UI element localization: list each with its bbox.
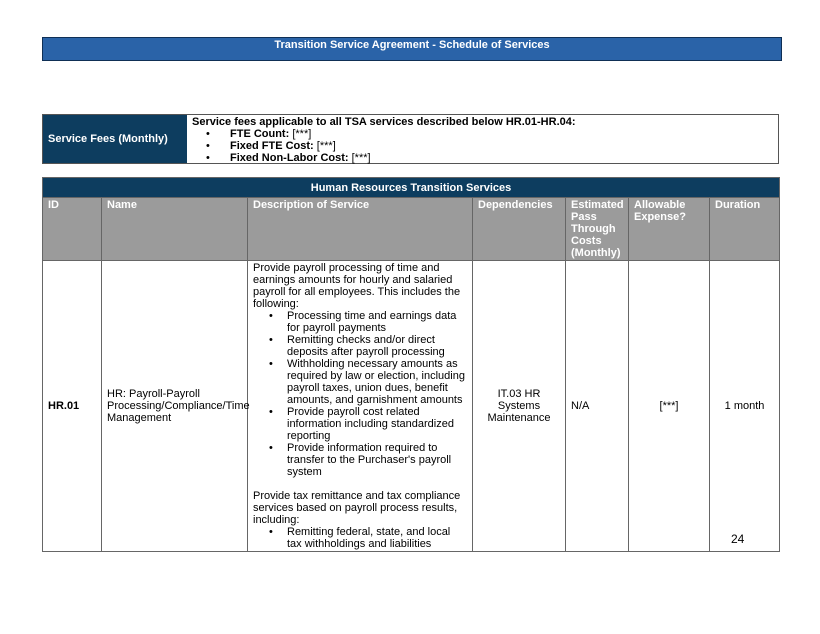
service-fees-body: [187, 115, 778, 163]
row-dependencies: IT.03 HR Systems Maintenance: [473, 261, 566, 552]
row-name: HR: Payroll-Payroll Processing/Compliance/Time Management: [102, 261, 248, 552]
description-bullets-2: [253, 526, 467, 550]
column-header-name: Name: [102, 198, 248, 261]
hr-table-title: Human Resources Transition Services: [43, 178, 780, 198]
row-allowable: [***]: [629, 261, 710, 552]
column-header-pass-through: Estimated Pass Through Costs (Monthly): [566, 198, 629, 261]
row-pass-through: N/A: [566, 261, 629, 552]
hr-services-table: [42, 177, 780, 552]
service-fees-table: [42, 114, 779, 164]
description-bullet: • Withholding necessary amounts as required by law or election, including payroll taxes, union dues, benefit amounts, and garnishment amounts: [253, 358, 467, 406]
document-title-bar: [42, 37, 782, 61]
document-title: Transition Service Agreement - Schedule of Services: [274, 39, 550, 51]
hr-table-header-row: [43, 198, 780, 261]
service-fee-value: [***]: [351, 152, 371, 164]
service-fees-list: [192, 128, 773, 164]
service-fees-intro: Service fees applicable to all TSA services described below HR.01-HR.04:: [192, 116, 576, 128]
column-header-id: ID: [43, 198, 102, 261]
service-fee-item: [192, 152, 773, 164]
column-header-allowable: Allowable Expense?: [629, 198, 710, 261]
description-bullet: • Provide payroll cost related information including standardized reporting: [253, 406, 467, 442]
description-intro: Provide payroll processing of time and earnings amounts for hourly and salaried payroll for all employees. This includes the following:: [253, 262, 461, 310]
row-duration: 1 month: [710, 261, 780, 552]
description-bullet: • Processing time and earnings data for payroll payments: [253, 310, 467, 334]
table-row: [43, 261, 780, 552]
service-fee-item: [192, 140, 773, 152]
service-fee-item: [192, 128, 773, 140]
column-header-dependencies: Dependencies: [473, 198, 566, 261]
column-header-duration: Duration: [710, 198, 780, 261]
service-fee-value: [***]: [316, 140, 336, 152]
service-fee-name: Fixed Non-Labor Cost:: [230, 152, 349, 164]
service-fee-value: [***]: [292, 128, 312, 140]
description-bullet: • Remitting checks and/or direct deposits after payroll processing: [253, 334, 467, 358]
description-bullets: [253, 310, 467, 478]
service-fee-name: FTE Count:: [230, 128, 290, 140]
description-intro-2: Provide tax remittance and tax compliance services based on payroll process results, including:: [253, 490, 461, 526]
column-header-description: Description of Service: [248, 198, 473, 261]
service-fees-label: Service Fees (Monthly): [43, 115, 187, 163]
description-bullet: • Provide information required to transfer to the Purchaser's payroll system: [253, 442, 467, 478]
service-fee-name: Fixed FTE Cost:: [230, 140, 314, 152]
description-bullet: • Remitting federal, state, and local tax withholdings and liabilities: [253, 526, 467, 550]
row-description: [248, 261, 473, 552]
page-number: 24: [731, 532, 745, 546]
row-id: HR.01: [43, 261, 102, 552]
